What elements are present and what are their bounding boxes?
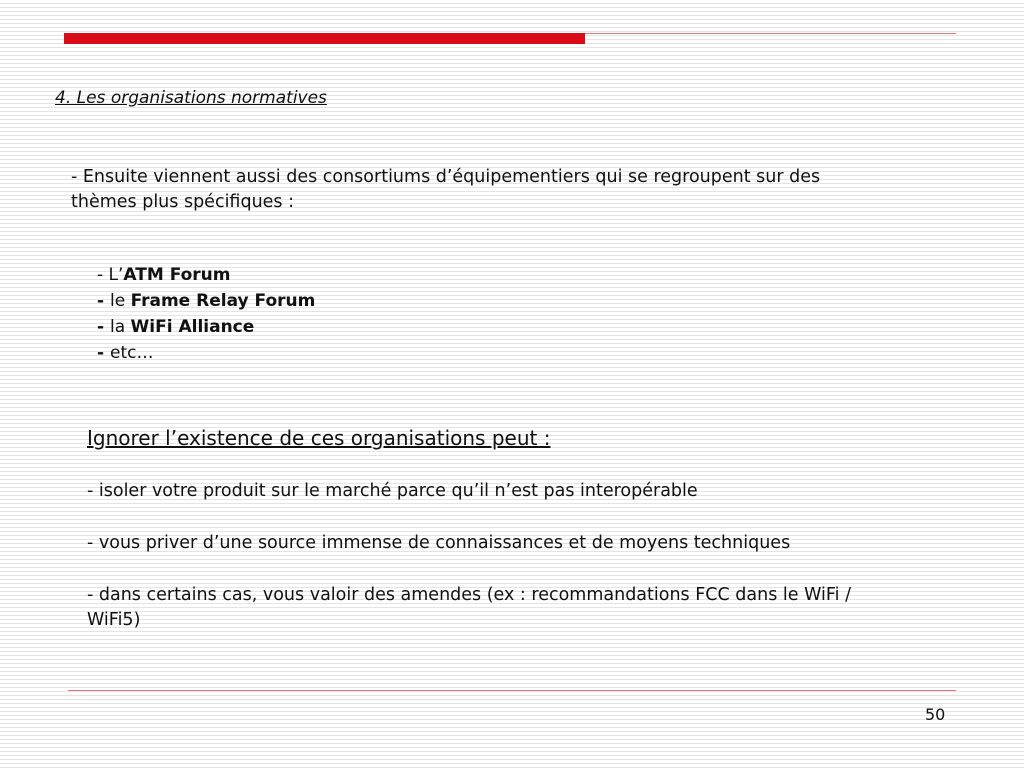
list-item-wifi-alliance <box>97 314 315 340</box>
page-number: 50 <box>925 705 946 724</box>
header-accent-bar <box>64 33 585 44</box>
org-name: ATM Forum <box>123 265 231 285</box>
org-prefix: le <box>109 291 131 311</box>
org-name: WiFi Alliance <box>130 317 255 337</box>
list-item-etc <box>97 340 315 366</box>
section-title: 4. Les organisations normatives <box>55 88 327 108</box>
list-dash: - <box>97 291 110 311</box>
header-rule-line <box>585 33 956 34</box>
intro-paragraph: - Ensuite viennent aussi des consortiums d’équipementiers qui se regroupent sur des thèmes plus spécifiques : <box>71 167 821 212</box>
list-dash: - <box>97 343 110 363</box>
consequence-item: - vous priver d’une source immense de connaissances et de moyens techniques <box>87 533 791 553</box>
org-name: Frame Relay Forum <box>130 291 316 311</box>
consequence-item: - dans certains cas, vous valoir des amendes (ex : recommandations FCC dans le WiFi / WiFi5) <box>87 585 851 630</box>
org-prefix: la <box>109 317 131 337</box>
consequences-section <box>87 425 887 633</box>
organization-list <box>97 262 315 366</box>
list-item-atm-forum <box>97 262 315 288</box>
list-item-frame-relay-forum <box>97 288 315 314</box>
consequences-heading: Ignorer l’existence de ces organisations peut : <box>87 426 551 450</box>
org-prefix: etc… <box>109 343 154 363</box>
list-dash: - <box>97 317 110 337</box>
footer-rule-line <box>68 690 956 691</box>
consequence-item: - isoler votre produit sur le marché parce qu’il n’est pas interopérable <box>87 481 698 501</box>
org-prefix: L’ <box>108 265 124 285</box>
list-dash: - <box>97 265 109 285</box>
